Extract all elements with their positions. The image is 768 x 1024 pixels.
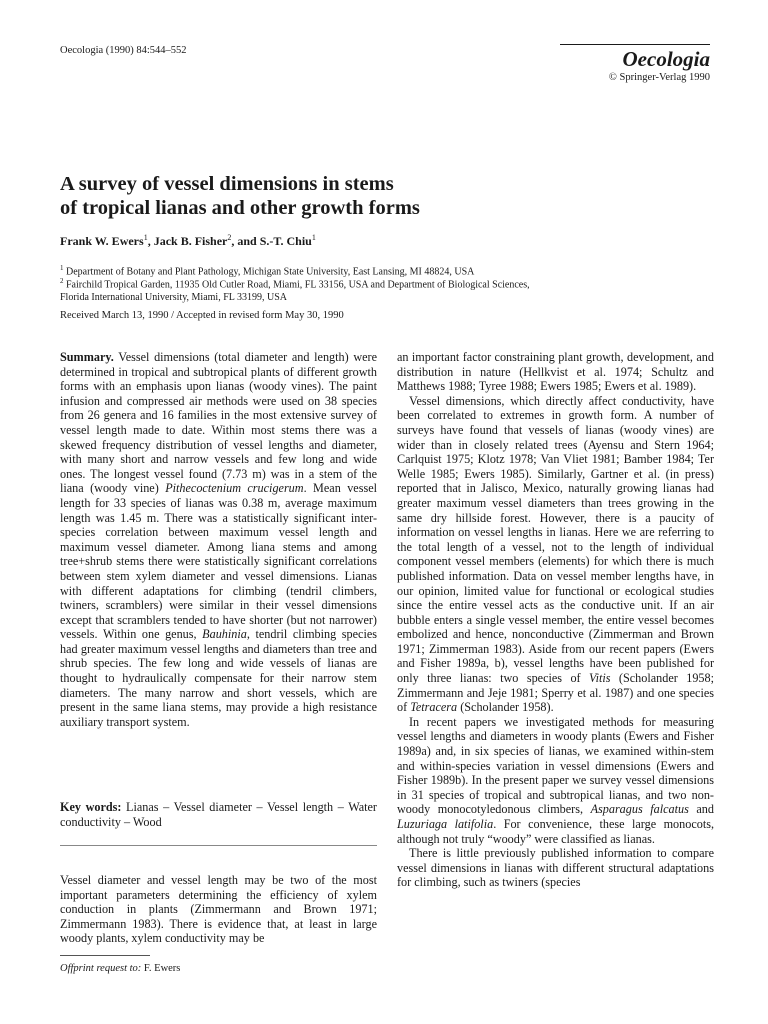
journal-name: Oecologia xyxy=(622,47,710,71)
offprint-name: F. Ewers xyxy=(141,963,181,974)
offprint-footnote xyxy=(60,963,180,974)
affiliation-number: 1 xyxy=(60,264,64,272)
affiliation-text-cont: Florida International University, Miami, FL 33199, USA xyxy=(60,291,288,303)
title-line-2: of tropical lianas and other growth forms xyxy=(60,196,420,219)
author-name: Frank W. Ewers xyxy=(60,234,144,248)
species-name: Asparagus falcatus xyxy=(590,802,689,817)
offprint-label: Offprint request to: xyxy=(60,963,142,974)
section-divider xyxy=(60,845,377,846)
copyright-notice: © Springer-Verlag 1990 xyxy=(608,72,710,83)
author-name: S.-T. Chiu xyxy=(259,234,312,248)
body-text: (Scholander 1958). xyxy=(457,700,554,715)
summary-text: , tendril climbing species had greater maximum vessel lengths and diameters than tree and shrub species. The few long and wide vessels of lianas are thought to hydraulically compensate for their narrow stem diameters. The many narrow and short vessels, which are present in the same liana stems, may provide a high resistance auxiliary transport system. xyxy=(60,627,377,729)
genus-name: Tetracera xyxy=(410,700,458,715)
author-separator: , xyxy=(147,234,154,248)
genus-name: Bauhinia xyxy=(202,627,247,642)
affiliation-number: 2 xyxy=(60,276,64,285)
author-affil-mark: 1 xyxy=(143,233,148,242)
summary-text: Vessel dimensions (total diameter and length) were determined in tropical and subtropical plants of different growth forms with an emphasis upon lianas (woody vines). The paint infusion and compressed air methods were used on 38 species from 26 genera and 16 families in the most extensive survey of vessel length made to date. Within most stems there was a skewed frequency distribution of vessel lengths and diameter, with many short and narrow vessels and few long and wide ones. The longest vessel found (7.73 m) was in a stem of the liana (woody vine) xyxy=(60,350,377,496)
genus-name: Vitis xyxy=(589,671,611,686)
body-text: . For convenience, these large monocots, although not truly “woody” were classified as lianas. xyxy=(397,817,715,846)
journal-citation: Oecologia (1990) 84:544–552 xyxy=(60,45,187,56)
body-paragraph xyxy=(397,394,714,715)
species-name: Pithecoctenium crucigerum xyxy=(165,481,304,496)
body-text: Vessel dimensions, which directly affect conductivity, have been correlated to extremes in growth form. A number of surveys have found that vessels of lianas (woody vines) are wider than in closely related trees (Ayensu and Stern 1964; Carlquist 1975; Klotz 1978; Van Vliet 1981; Bamber 1984; Ter Welle 1985; Ewers 1985). Similarly, Gartner et al. (in press) reported that in Jalisco, Mexico, naturally growing lianas had greater maximum vessel diameters than trees growing in the same dry hillside forest. However, there is a paucity of information on vessel lengths in lianas. Here we are referring to the total length of a vessel, not to the length of individual component vessel members (elements) for which there is much published information. Data on vessel member lengths have, in our opinion, limited value for functional or ecological studies since the entire vessel acts as the conductive unit. If an air bubble enters a single vessel member, the entire vessel becomes embolized and hence, nonconductive (Zimmerman and Brown 1971; Zimmerman 1983). Aside from our recent papers (Ewers and Fisher 1989a, b), vessel lengths have been published for only three lianas: two species of xyxy=(397,393,714,686)
author-name: Jack B. Fisher xyxy=(153,234,228,248)
species-name: Luzuriaga latifolia xyxy=(397,817,494,831)
received-dates: Received March 13, 1990 / Accepted in revised form May 30, 1990 xyxy=(60,310,344,321)
journal-masthead xyxy=(560,44,710,83)
keywords-text: Lianas – Vessel diameter – Vessel length – Water conductivity – Wood xyxy=(60,800,377,829)
body-text: (Scholander 1958; Zimmermann and Jeje 1981; Sperry et al. 1987) and one species of xyxy=(397,671,715,715)
article-title xyxy=(60,173,580,220)
author-affil-mark: 2 xyxy=(227,233,232,242)
affiliation-text: Fairchild Tropical Garden, 11935 Old Cutler Road, Miami, FL 33156, USA and Department of Biological Sciences, xyxy=(63,278,530,290)
introduction-text: Vessel diameter and vessel length may be two of the most important parameters determining the efficiency of xylem conduction in plants (Zimmermann and Brown 1971; Zimmermann 1983). There is evidence that, at least in large woody plants, xylem conductivity may be xyxy=(60,873,377,946)
author-separator: , and xyxy=(231,234,260,248)
right-column xyxy=(397,350,714,890)
footnote-divider xyxy=(60,955,150,956)
body-paragraph xyxy=(397,715,714,846)
author-affil-mark: 1 xyxy=(311,233,316,242)
affiliation-text: Department of Botany and Plant Pathology, Michigan State University, East Lansing, MI 48824, USA xyxy=(63,266,475,278)
body-text: and xyxy=(688,802,714,817)
body-paragraph: an important factor constraining plant growth, development, and distribution in nature (Hellkvist et al. 1974; Schultz and Matthews 1988; Tyree 1988; Ewers 1985; Ewers et al. 1989). xyxy=(397,350,714,394)
author-list xyxy=(60,233,316,249)
body-paragraph: There is little previously published information to compare vessel dimensions in lianas with different structural adaptations for climbing, such as twiners (species xyxy=(397,846,714,890)
summary-label: Summary. xyxy=(60,350,114,364)
summary-paragraph xyxy=(60,350,377,729)
affiliation-2 xyxy=(60,275,660,304)
body-text: In recent papers we investigated methods for measuring vessel lengths and diameters in woody plants (Ewers and Fisher 1989a) and, in six species of lianas, we examined within-stem and within-species variation in vessel dimensions (Ewers and Fisher 1989b). In the present paper we survey vessel dimensions in 31 species of tropical and subtropical lianas, and two non-woody monocotyledonous climbers, xyxy=(397,714,714,817)
title-line-1: A survey of vessel dimensions in stems xyxy=(60,173,394,195)
keywords-label: Key words: xyxy=(60,800,122,814)
summary-text: . Mean vessel length for 33 species of lianas was 0.38 m, average maximum length was 1.45 m. There was a statistically significant inter-species correlation between maximum vessel length and maximum vessel diameter. Among liana stems and among tree+shrub stems there were statistically significant correlations between stem xylem diameter and vessel dimensions. Lianas with different adaptations for climbing (tendril climbers, twiners, scramblers) were similar in their vessel dimensions except that scramblers tended to have shorter (but not narrower) vessels. Within one genus, xyxy=(60,481,377,642)
keywords-paragraph xyxy=(60,800,377,829)
introduction-paragraph xyxy=(60,873,377,946)
